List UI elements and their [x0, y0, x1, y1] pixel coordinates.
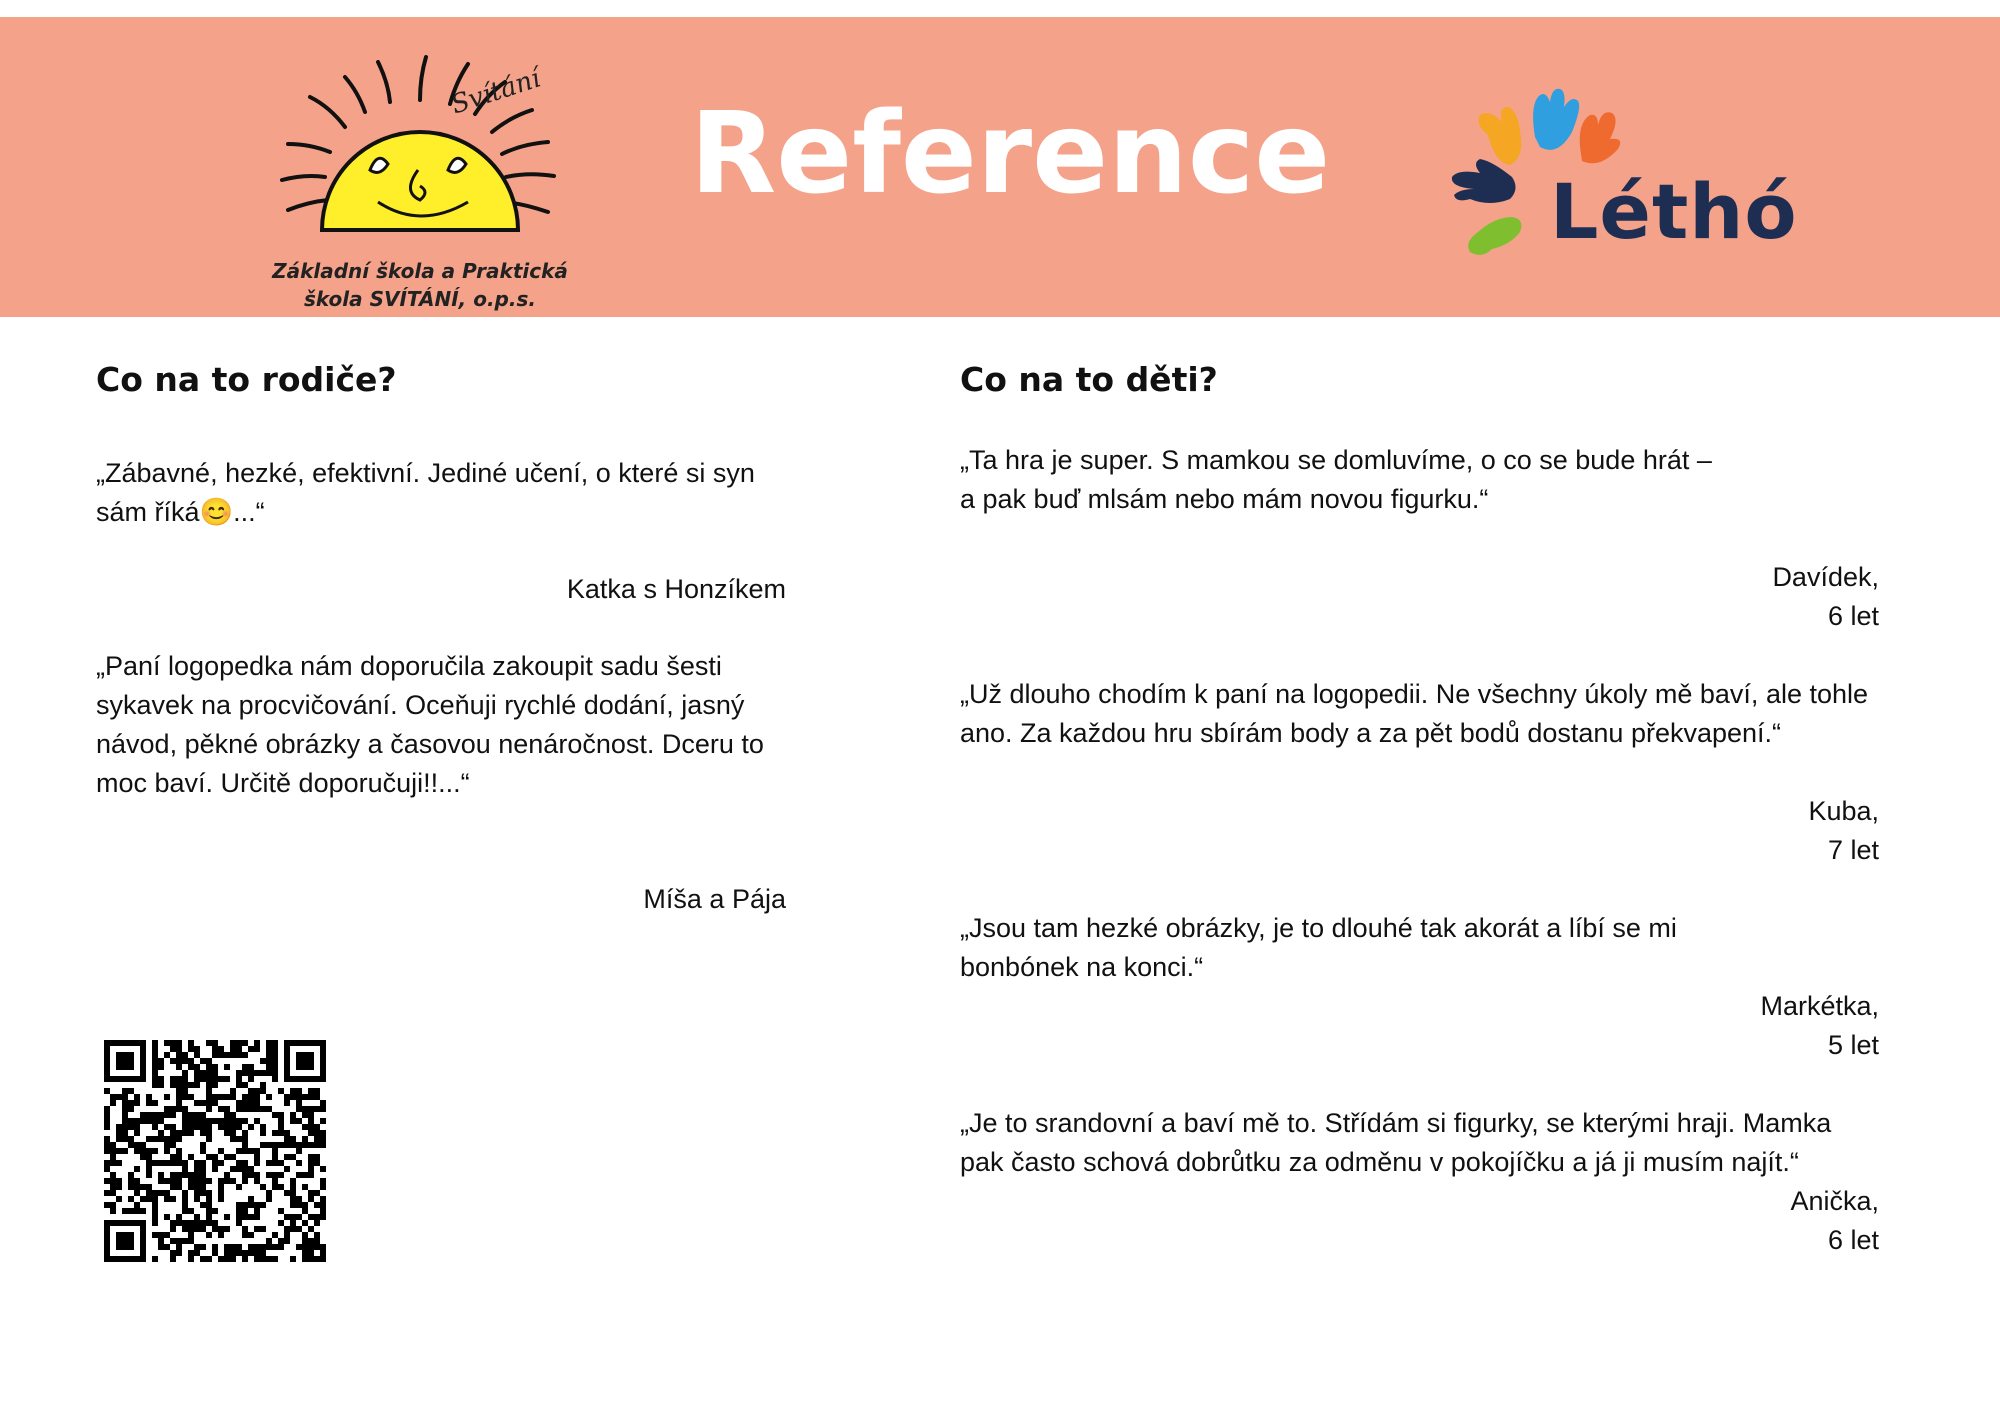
parents-column [96, 355, 786, 919]
school-logo [270, 52, 570, 317]
school-name-line1: Základní škola a Praktická [272, 259, 568, 283]
child-quote-4: „Je to srandovní a baví mě to. Střídám si figurky, se kterými hraji. Mamka pak často schová dobrůtku za odměnu v pokojíčku a já ji musím najít.“ [960, 1108, 1832, 1177]
page-title: Reference [690, 89, 1331, 219]
qr-code-icon [104, 1040, 326, 1262]
qr-code-graphic [104, 1040, 326, 1262]
parent-quote-1: „Zábavné, hezké, efektivní. Jediné učení, o které si syn sám říká😊...“ [96, 458, 755, 527]
child-age-1: 6 let [1827, 601, 1879, 631]
letho-logo [1450, 77, 1798, 277]
child-author-1 [960, 558, 1879, 636]
children-heading: Co na to děti? [960, 360, 1218, 399]
parent-quote-2: „Paní logopedka nám doporučila zakoupit sadu šesti sykavek na procvičování. Oceňuji rychlé dodání, jasný návod, pěkné obrázky a časovou nenáročnost. Dceru to moc baví. Určitě doporučuji!!...“ [96, 651, 764, 798]
child-name-2: Kuba, [1808, 796, 1879, 826]
school-name [270, 257, 570, 313]
child-quote-3: „Jsou tam hezké obrázky, je to dlouhé tak akorát a líbí se mi bonbónek na konci.“ [960, 913, 1677, 982]
school-brand-word: Svítání [447, 63, 545, 121]
child-age-4: 6 let [1827, 1225, 1879, 1255]
child-author-4 [960, 1182, 1879, 1260]
child-quote-2: „Už dlouho chodím k paní na logopedii. Ne všechny úkoly mě baví, ale tohle ano. Za každou hru sbírám body a za pět bodů dostanu překvapení.“ [960, 679, 1869, 748]
header-banner [0, 17, 2000, 317]
child-name-3: Markétka, [1760, 991, 1879, 1021]
school-name-line2: škola SVÍTÁNÍ, o.p.s. [304, 287, 536, 311]
parent-author-1: Katka s Honzíkem [566, 574, 786, 604]
child-age-2: 7 let [1827, 835, 1879, 865]
letho-wordmark: Léthó [1550, 167, 1798, 256]
parents-heading: Co na to rodiče? [96, 360, 397, 399]
child-author-3 [960, 987, 1879, 1065]
child-name-1: Davídek, [1772, 562, 1879, 592]
child-age-3: 5 let [1827, 1030, 1879, 1060]
children-column [960, 355, 1880, 1260]
child-quote-1: „Ta hra je super. S mamkou se domluvíme, o co se bude hrát – a pak buď mlsám nebo mám novou figurku.“ [960, 445, 1712, 514]
parent-author-2: Míša a Pája [643, 884, 786, 914]
child-author-2 [960, 792, 1879, 870]
child-name-4: Anička, [1790, 1186, 1879, 1216]
